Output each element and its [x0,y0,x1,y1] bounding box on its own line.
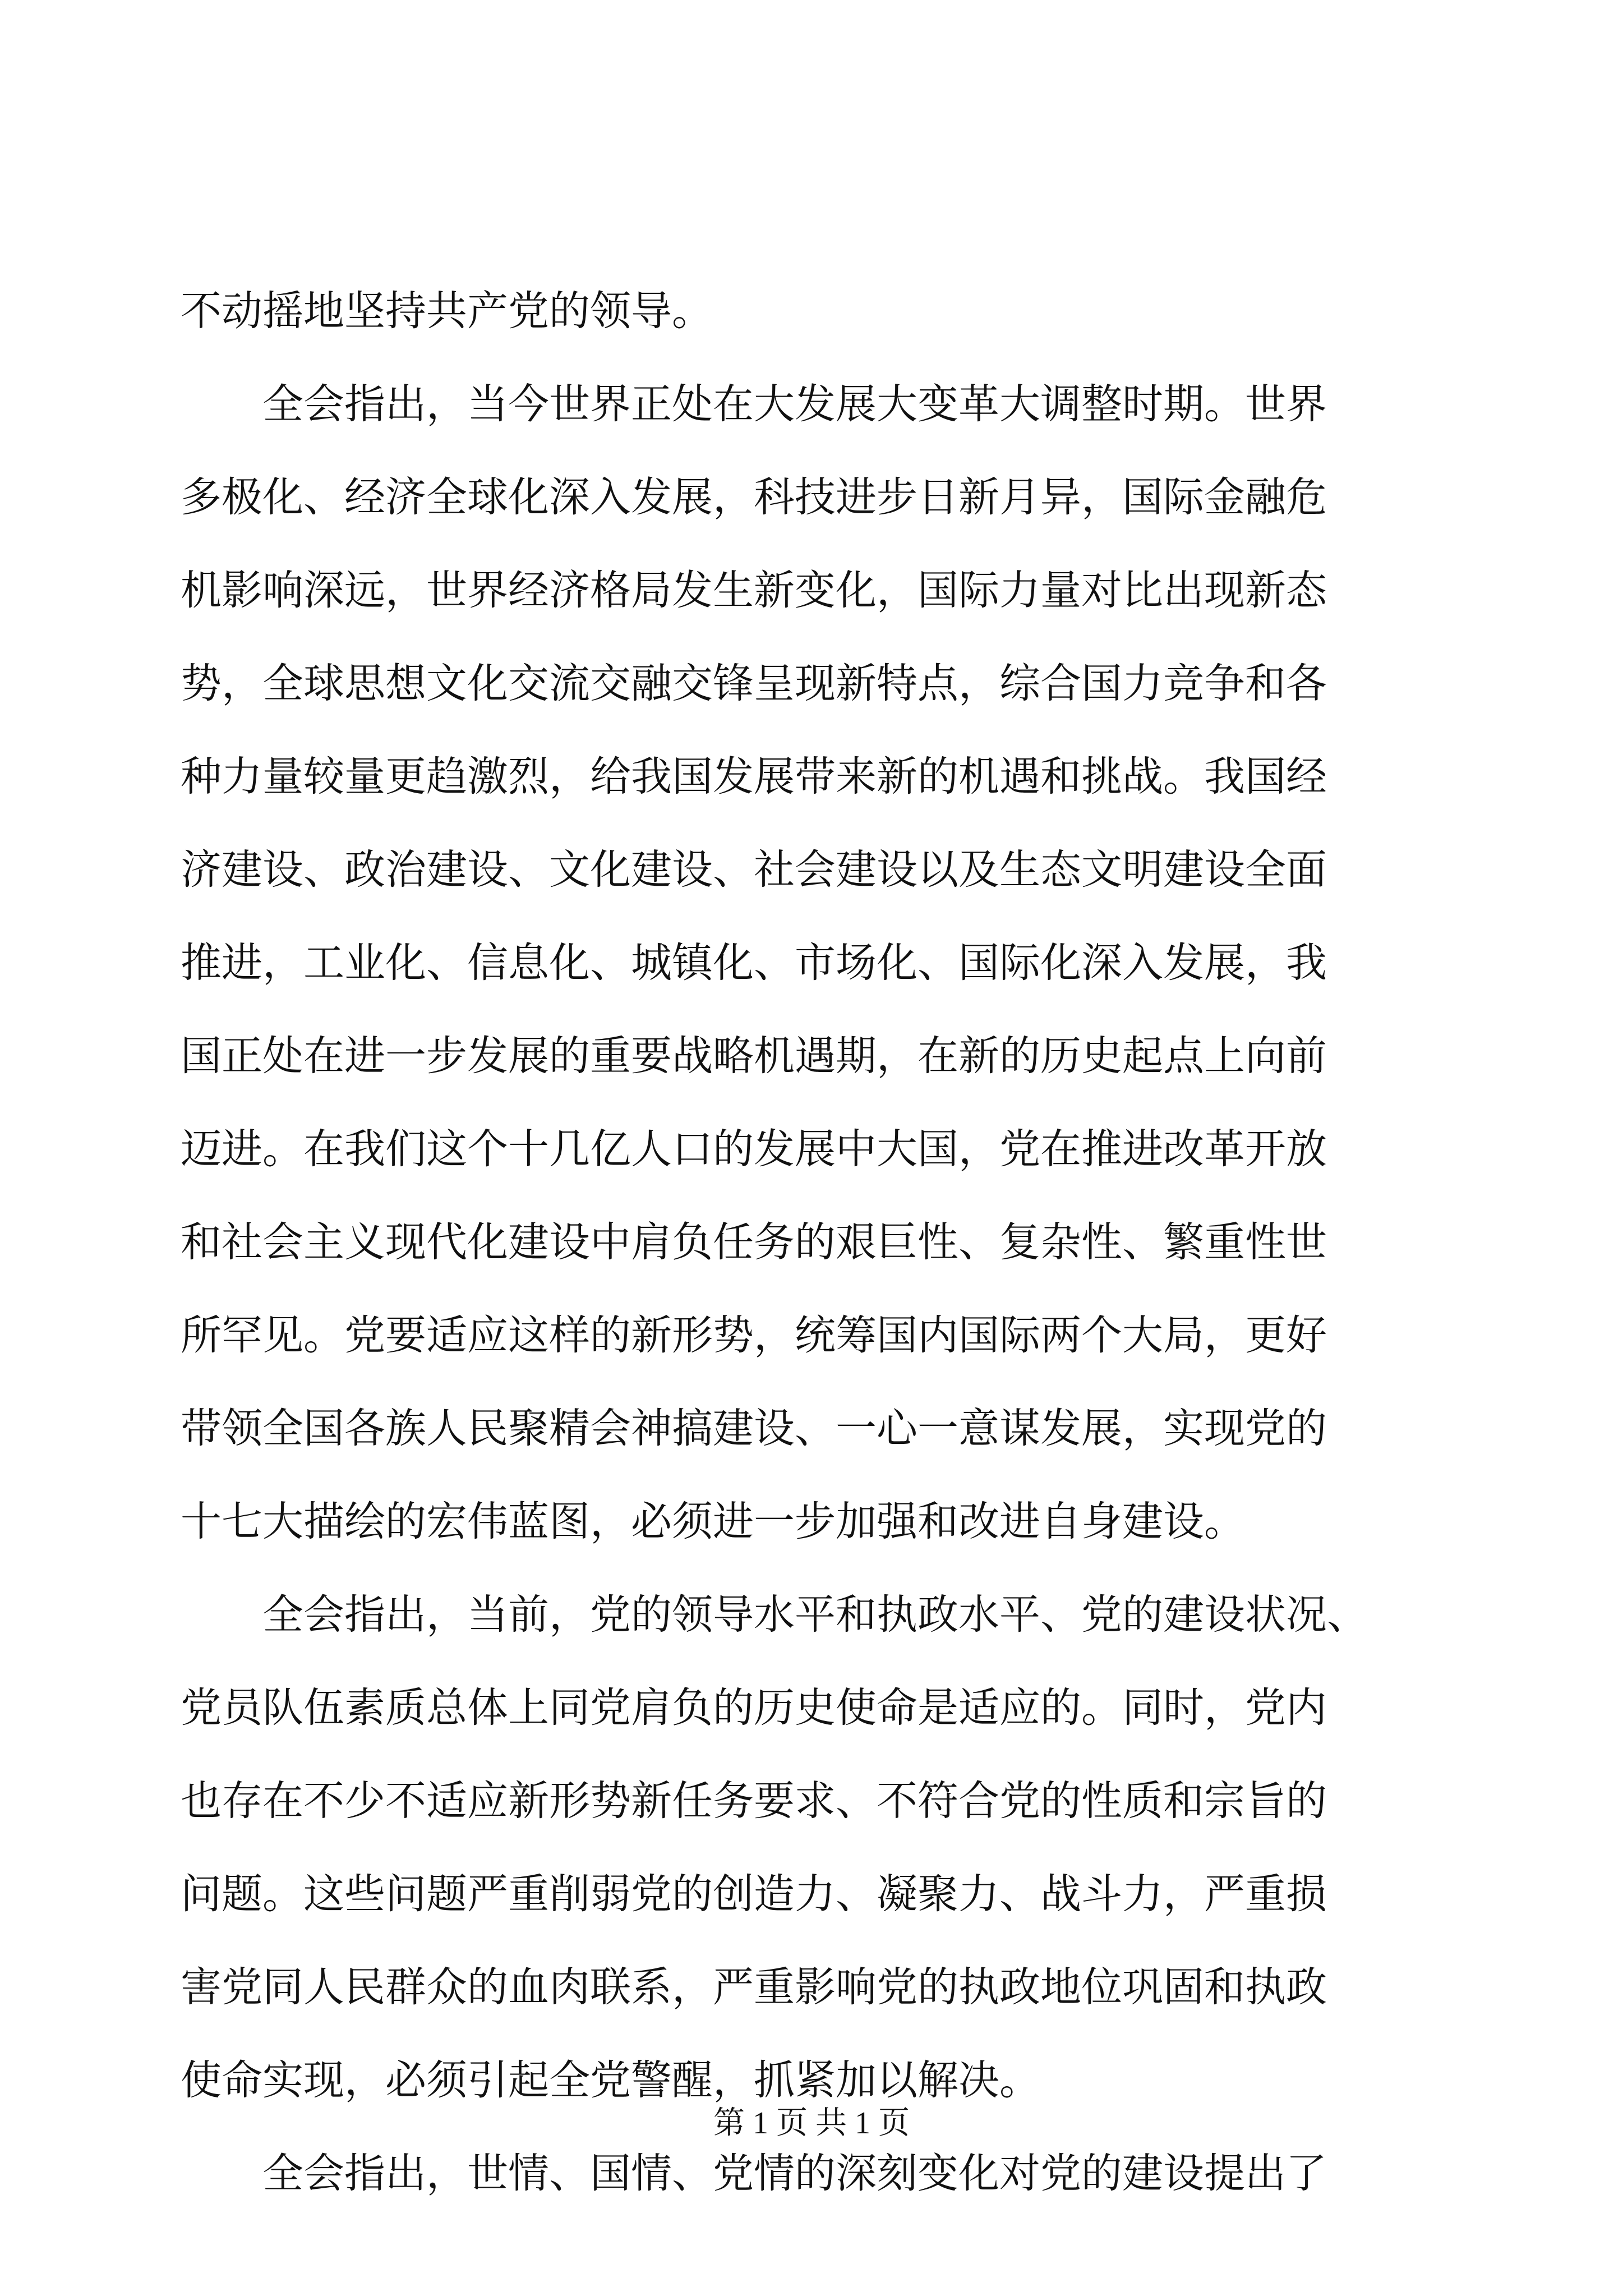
text-line: 势，全球思想文化交流交融交锋呈现新特点，综合国力竞争和各 [181,660,1327,707]
page-number-label: 第 1 页 共 1 页 [713,2106,910,2141]
page-footer [0,2101,1623,2146]
text-line: 全会指出，当今世界正处在大发展大变革大调整时期。世界 [181,380,1327,428]
text-line: 害党同人民群众的血肉联系，严重影响党的执政地位巩固和执政 [181,1963,1327,2011]
text-line: 使命实现，必须引起全党警醒，抓紧加以解决。 [181,2056,1040,2104]
text-line: 济建设、政治建设、文化建设、社会建设以及生态文明建设全面 [181,846,1327,894]
text-line: 迈进。在我们这个十几亿人口的发展中大国，党在推进改革开放 [181,1125,1327,1173]
text-line: 十七大描绘的宏伟蓝图，必须进一步加强和改进自身建设。 [181,1498,1245,1545]
text-line: 全会指出，世情、国情、党情的深刻变化对党的建设提出了 [181,2150,1327,2197]
text-line: 种力量较量更趋激烈，给我国发展带来新的机遇和挑战。我国经 [181,753,1327,800]
text-line: 全会指出，当前，党的领导水平和执政水平、党的建设状况、 [181,1591,1368,1639]
text-line: 带领全国各族人民聚精会神搞建设、一心一意谋发展，实现党的 [181,1405,1327,1452]
document-body [181,265,1442,2220]
text-line: 和社会主义现代化建设中肩负任务的艰巨性、复杂性、繁重性世 [181,1218,1327,1266]
text-line: 也存在不少不适应新形势新任务要求、不符合党的性质和宗旨的 [181,1777,1327,1825]
text-line: 不动摇地坚持共产党的领导。 [181,287,713,335]
text-line: 国正处在进一步发展的重要战略机遇期，在新的历史起点上向前 [181,1032,1327,1080]
text-line: 党员队伍素质总体上同党肩负的历史使命是适应的。同时，党内 [181,1684,1327,1732]
text-line: 所罕见。党要适应这样的新形势，统筹国内国际两个大局，更好 [181,1312,1327,1359]
text-line: 推进，工业化、信息化、城镇化、市场化、国际化深入发展，我 [181,939,1327,987]
text-line: 机影响深远，世界经济格局发生新变化，国际力量对比出现新态 [181,567,1327,614]
text-line: 多极化、经济全球化深入发展，科技进步日新月异，国际金融危 [181,473,1327,521]
text-line: 问题。这些问题严重削弱党的创造力、凝聚力、战斗力，严重损 [181,1870,1327,1918]
